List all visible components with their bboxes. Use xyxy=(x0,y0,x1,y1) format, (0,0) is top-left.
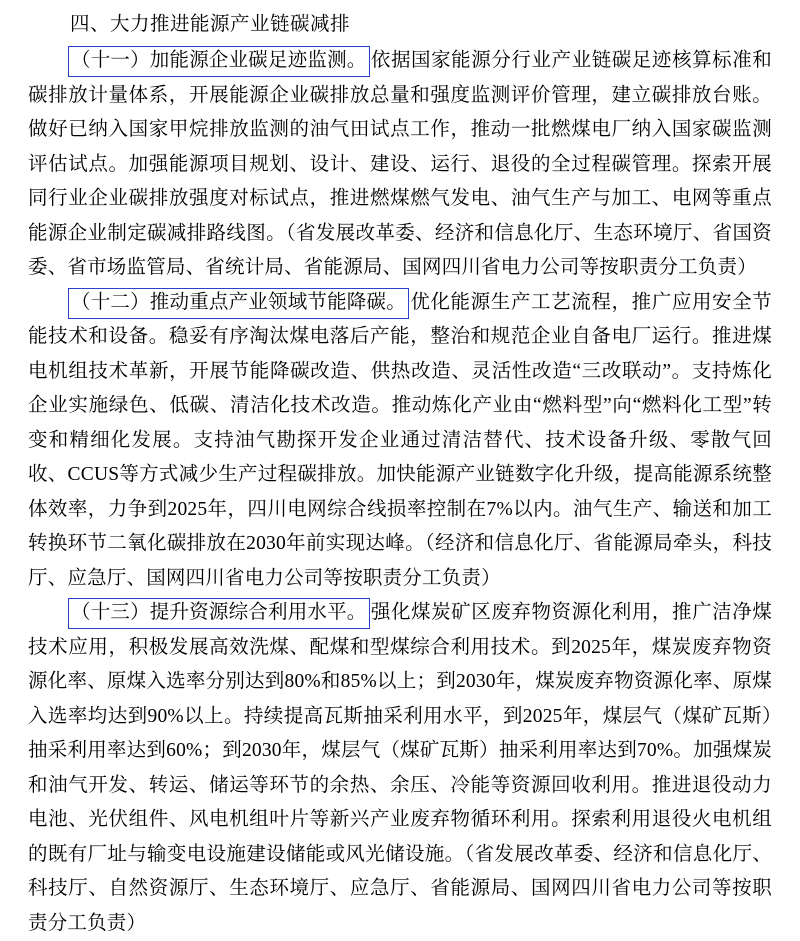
highlighted-label-12: （十二）推动重点产业领域节能降碳。 xyxy=(68,288,409,319)
paragraph-11 xyxy=(28,44,772,286)
highlighted-label-11: （十一）加能源企业碳足迹监测。 xyxy=(68,46,370,77)
paragraph-12 xyxy=(28,286,772,597)
paragraph-body-13: 强化煤炭矿区废弃物资源化利用，推广洁净煤技术应用，积极发展高效洗煤、配煤和型煤综合利用技术。到2025年，煤炭废弃物资源化率、原煤入选率分别达到80%和85%以上；到2030年，煤炭废弃物资源化率、原煤入选率均达到90%以上。持续提高瓦斯抽采利用水平，到2025年，煤层气（煤矿瓦斯）抽采利用率达到60%；到2030年，煤层气（煤矿瓦斯）抽采利用率达到70%。加强煤炭和油气开发、转运、储运等环节的余热、余压、冷能等资源回收利用。推进退役动力电池、光伏组件、风电机组叶片等新兴产业废弃物循环利用。探索利用退役火电机组的既有厂址与输变电设施建设储能或风光储设施。（省发展改革委、经济和信息化厅、科技厅、自然资源厅、生态环境厅、应急厅、省能源局、国网四川省电力公司等按职责分工负责） xyxy=(28,602,772,934)
paragraph-body-12: 优化能源生产工艺流程，推广应用安全节能技术和设备。稳妥有序淘汰煤电落后产能，整治和规范企业自备电厂运行。推进煤电机组技术革新，开展节能降碳改造、供热改造、灵活性改造“三改联动”。支持炼化企业实施绿色、低碳、清洁化技术改造。推动炼化产业由“燃料型”向“燃料化工型”转变和精细化发展。支持油气勘探开发企业通过清洁替代、技术设备升级、零散气回收、CCUS等方式减少生产过程碳排放。加快能源产业链数字化升级，提高能源系统整体效率，力争到2025年，四川电网综合线损率控制在7%以内。油气生产、输送和加工转换环节二氧化碳排放在2030年前实现达峰。（经济和信息化厅、省能源局牵头，科技厅、应急厅、国网四川省电力公司等按职责分工负责） xyxy=(28,291,772,589)
section-heading: 四、大力推进能源产业链碳减排 xyxy=(70,14,351,35)
paragraph-body-11: 依据国家能源分行业产业链碳足迹核算标准和碳排放计量体系，开展能源企业碳排放总量和强度监测评价管理，建立碳排放台账。做好已纳入国家甲烷排放监测的油气田试点工作，推动一批燃煤电厂纳入国家碳监测评估试点。加强能源项目规划、设计、建设、运行、退役的全过程碳管理。探索开展同行业企业碳排放强度对标试点，推进燃煤燃气发电、油气生产与加工、电网等重点能源企业制定碳减排路线图。（省发展改革委、经济和信息化厅、生态环境厅、省国资委、省市场监管局、省统计局、省能源局、国网四川省电力公司等按职责分工负责） xyxy=(28,50,772,278)
highlighted-label-13: （十三）提升资源综合利用水平。 xyxy=(68,598,370,629)
paragraph-13 xyxy=(28,596,772,941)
